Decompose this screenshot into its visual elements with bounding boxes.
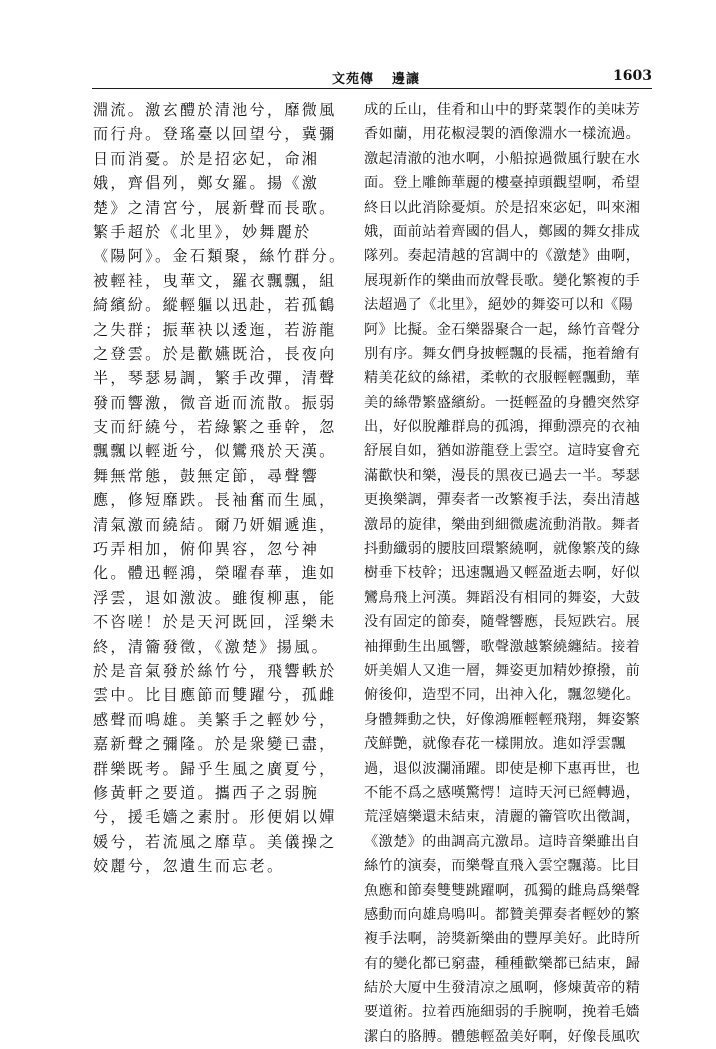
text-line: 別有序。舞女們身披輕飄的長襦，拖着繪有	[364, 345, 641, 362]
text-line: 感動而向雄鳥鳴叫。都贊美彈奏者輕妙的繁	[364, 906, 641, 923]
text-line: 雲中。比目應節而雙躍兮，孤雌	[93, 686, 337, 705]
text-line: 娥，面前站着齊國的倡人，鄭國的舞女排成	[364, 223, 641, 240]
text-line: 被輕袿，曳華文，羅衣飄飄，組	[93, 271, 337, 290]
text-line: 浮雲，退如激波。雖復柳惠，能	[93, 588, 337, 607]
text-line: 繁手超於《北里》，妙舞麗於	[93, 222, 312, 241]
text-line: 成的丘山，佳肴和山中的野菜製作的美味芳	[364, 102, 641, 118]
original-text-column	[93, 98, 357, 879]
text-line: 結於大厦中生發清凉之風啊，修煉黃帝的精	[364, 980, 641, 997]
text-line: 更換樂調，彈奏者一改繁複手法，奏出清越	[364, 492, 641, 509]
text-line: 修黃軒之要道。攜西子之弱腕	[93, 783, 320, 802]
text-line: 娥，齊倡列，鄭女羅。揚《激	[93, 174, 320, 193]
text-line: 法超過了《北里》，絕妙的舞姿可以和《陽	[364, 297, 634, 314]
text-line: 終，清籥發徵，《激楚》揚風。	[93, 637, 329, 656]
text-line: 滿歡快和樂，漫長的黑夜已過去一半。琴瑟	[364, 467, 641, 484]
text-line: 《激楚》的曲調高亢激昂。這時音樂雖出自	[364, 833, 641, 850]
translation-column	[364, 98, 655, 1049]
text-line: 荒淫嬉樂還未結束，清麗的籥管吹出徵調，	[364, 809, 641, 826]
text-line: 發而響激，微音逝而流散。振弱	[93, 393, 337, 412]
text-line: 俯後仰，造型不同，出神入化，飄忽變化。	[364, 687, 641, 704]
text-line: 阿》比擬。金石樂器聚合一起，絲竹音聲分	[364, 321, 641, 338]
text-line: 舒展自如，猶如游龍登上雲空。這時宴會充	[364, 443, 641, 460]
text-line: 綺繽紛。縱輕軀以迅赴，若孤鶴	[93, 296, 337, 315]
text-line: 美的絲帶繁盛繽紛。一挺輕盈的身體突然穿	[364, 394, 641, 411]
chapter-title: 文苑傳	[332, 72, 375, 87]
text-line: 《陽阿》。金石類聚，絲竹群分。	[93, 247, 347, 266]
text-line: 袖揮動生出風響，歌聲激越繁繞纏結。接着	[364, 638, 641, 655]
text-line: 没有固定的節奏，隨聲響應，長短跌宕。展	[364, 614, 641, 631]
text-line: 有的變化都已窮盡，種種歡樂都已結束，歸	[364, 955, 641, 972]
text-line: 舞無常態，鼓無定節，尋聲響	[93, 466, 320, 485]
text-line: 感聲而鳴雄。美繁手之輕妙兮，	[93, 710, 337, 729]
text-line: 展現新作的樂曲而放聲長歌。變化繁複的手	[364, 272, 641, 289]
text-line: 出，好似脫離群鳥的孤鴻，揮動漂亮的衣袖	[364, 419, 641, 436]
text-line: 化。體迅輕鴻，榮曜春華，進如	[93, 564, 337, 583]
header-rule	[92, 88, 652, 89]
text-line: 絲竹的演奏，而樂聲直飛入雲空飄蕩。比目	[364, 858, 641, 875]
text-line: 清氣激而繞結。爾乃妍媚遞進，	[93, 515, 337, 534]
text-line: 支而紆繞兮，若綠繁之垂幹，忽	[93, 418, 337, 437]
text-line: 要道術。拉着西施細弱的手腕啊，挽着毛嬙	[364, 1004, 641, 1021]
text-line: 精美花紋的絲裙，柔軟的衣服輕輕飄動，華	[364, 370, 641, 387]
text-line: 過，退似波瀾涌躍。即使是柳下惠再世，也	[364, 760, 641, 777]
section-title: 邊讓	[392, 72, 421, 87]
text-line: 媛兮，若流風之靡草。美儀操之	[93, 832, 337, 851]
text-line: 嘉新聲之彌隆。於是衆變已盡，	[93, 735, 337, 754]
text-line: 終日以此消除憂煩。於是招來宓妃，叫來湘	[364, 199, 641, 216]
text-line: 潔白的胳膊。體態輕盈美好啊，好像長風吹	[364, 1028, 641, 1045]
text-line: 兮，援毛嬙之素肘。形便娟以嬋	[93, 808, 337, 827]
text-line: 茂鮮艷，就像春花一樣開放。進如浮雲飄	[364, 736, 626, 753]
text-line: 而行舟。登瑤臺以回望兮，冀彌	[93, 125, 337, 144]
text-line: 應，修短靡跌。長袖奮而生風，	[93, 491, 337, 510]
text-line: 不能不爲之感嘆驚愕！這時天河已經轉過，	[364, 784, 641, 801]
text-line: 激起清澈的池水啊，小船掠過微風行駛在水	[364, 150, 641, 167]
text-line: 姣麗兮，忽遺生而忘老。	[93, 857, 285, 876]
text-line: 巧弄相加，俯仰異容，忽兮神	[93, 540, 320, 559]
text-line: 不咨嗟！於是天河既回，淫樂未	[93, 613, 337, 632]
text-line: 楚》之清宮兮，展新聲而長歌。	[93, 198, 337, 217]
text-line: 之登雲。於是歡嬿既洽，長夜向	[93, 344, 337, 363]
text-line: 香如蘭，用花椒浸製的酒像淵水一樣流過。	[364, 126, 641, 143]
text-line: 半，琴瑟易調，繁手改彈，清聲	[93, 369, 337, 388]
text-line: 面。登上雕飾華麗的樓臺掉頭觀望啊，希望	[364, 175, 641, 192]
text-line: 之失群；振華袂以逶迤，若游龍	[93, 320, 337, 339]
text-line: 飄飄以輕逝兮，似鸞飛於天漢。	[93, 442, 337, 461]
text-line: 身體舞動之快，好像鴻雁輕輕飛翔，舞姿繁	[364, 711, 641, 728]
running-header	[92, 68, 652, 87]
text-line: 樹垂下枝幹；迅速飄過又輕盈逝去啊，好似	[364, 565, 641, 582]
text-line: 激昂的旋律，樂曲到細微處流動消散。舞者	[364, 516, 641, 533]
text-line: 群樂既考。歸乎生風之廣夏兮，	[93, 759, 337, 778]
text-line: 淵流。激玄醴於清池兮，靡微風	[93, 101, 337, 119]
text-line: 複手法啊，誇獎新樂曲的豐厚美好。此時所	[364, 931, 641, 948]
text-line: 日而消憂。於是招宓妃，命湘	[93, 149, 320, 168]
text-line: 魚應和節奏雙雙跳躍啊，孤獨的雌鳥爲樂聲	[364, 882, 641, 899]
text-line: 鸞鳥飛上河漢。舞蹈没有相同的舞姿，大鼓	[364, 589, 641, 606]
text-line: 於是音氣發於絲竹兮，飛響軼於	[93, 661, 337, 680]
page-number: 1603	[613, 68, 652, 84]
text-line: 抖動纖弱的腰肢回環繁繞啊，就像繁茂的綠	[364, 541, 641, 558]
text-line: 隊列。奏起清越的宮調中的《激楚》曲啊，	[364, 248, 641, 265]
text-line: 妍美媚人又進一層，舞姿更加精妙撩撥，前	[364, 662, 641, 679]
